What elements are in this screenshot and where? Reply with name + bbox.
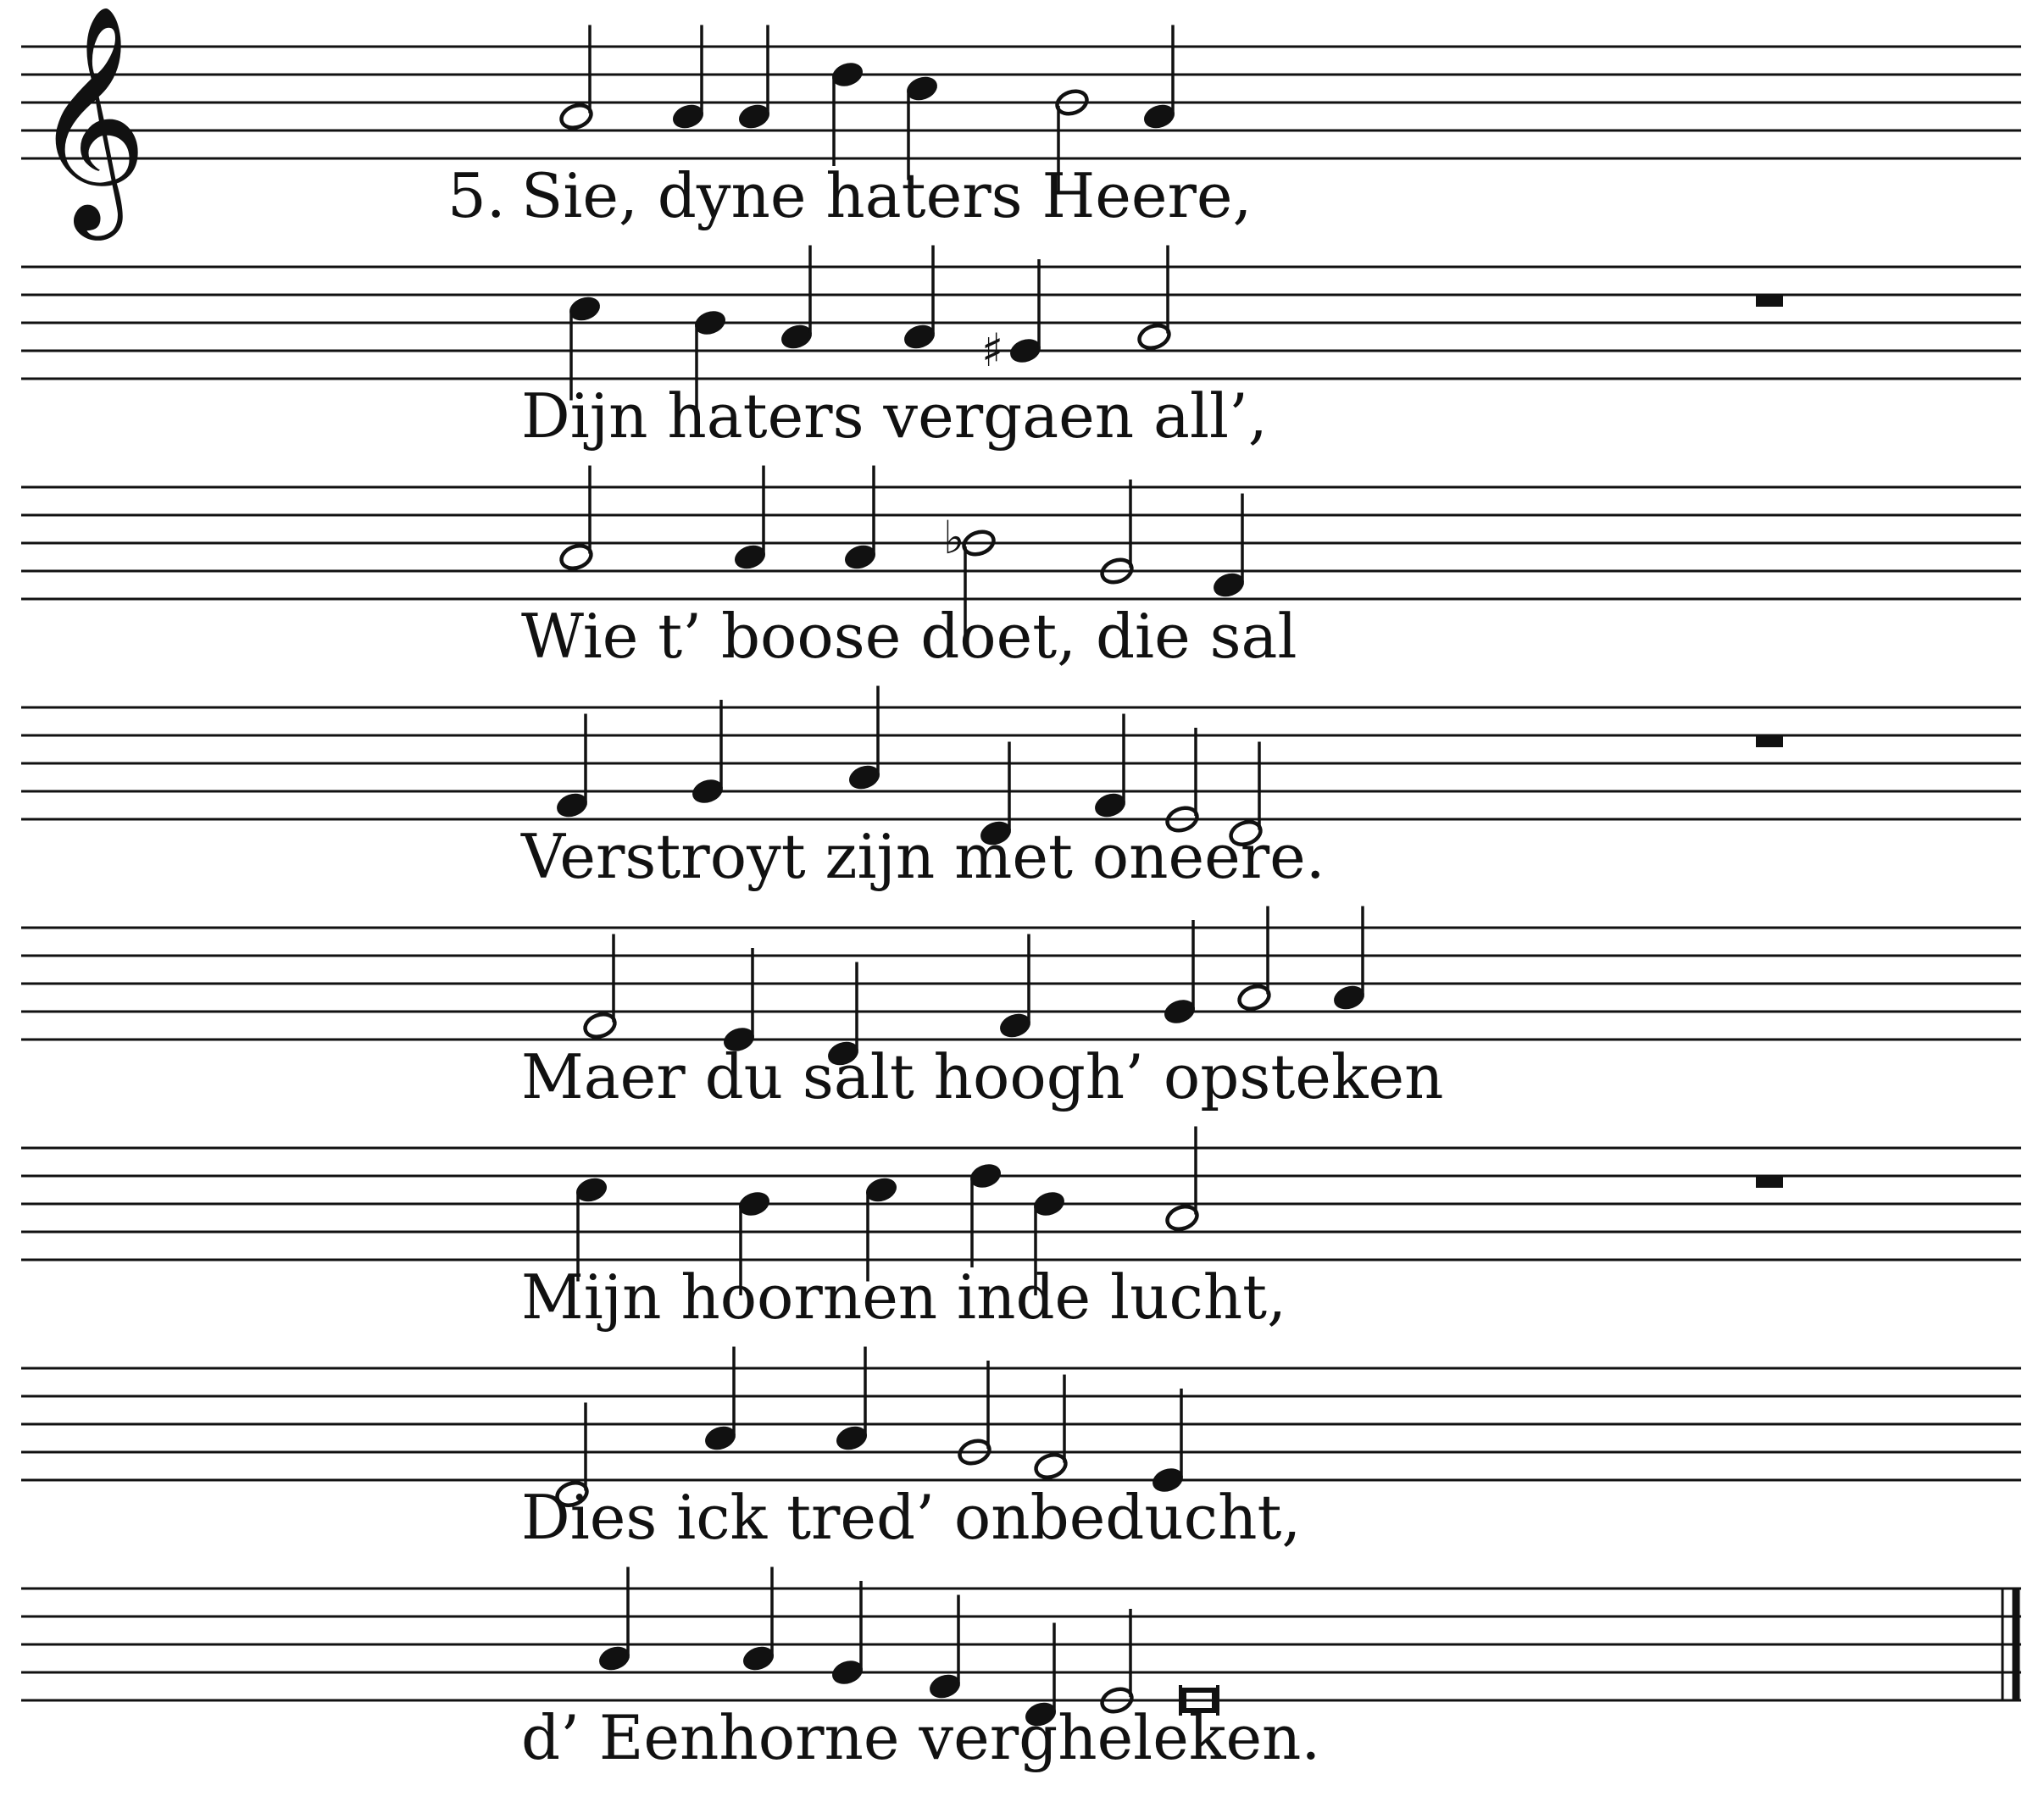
lyric-line-5: Maer du salt hoogh’ opsteken <box>521 1041 1444 1112</box>
half-rest <box>1756 1176 1783 1188</box>
treble-clef: 𝄞 <box>32 4 147 230</box>
lyric-line-6: Mijn hoornen inde lucht, <box>521 1261 1286 1333</box>
sharp-accidental: ♯ <box>981 324 1004 377</box>
half-rest <box>1756 735 1783 747</box>
lyric-line-3: Wie t’ boose doet, die sal <box>521 601 1297 672</box>
flat-accidental: ♭ <box>943 511 965 564</box>
lyric-line-7: Dies ick tred’ onbeducht, <box>521 1482 1302 1553</box>
half-rest <box>1756 295 1783 307</box>
lyric-line-4: Verstroyt zijn met oneere. <box>521 821 1325 892</box>
lyric-line-2: Dijn haters vergaen all’, <box>521 380 1268 452</box>
lyric-line-1: Sie, dyne haters Heere, <box>521 160 1253 231</box>
lyric-line-8: d’ Eenhorne vergheleken. <box>521 1702 1321 1773</box>
verse-number: 5. <box>447 160 506 231</box>
